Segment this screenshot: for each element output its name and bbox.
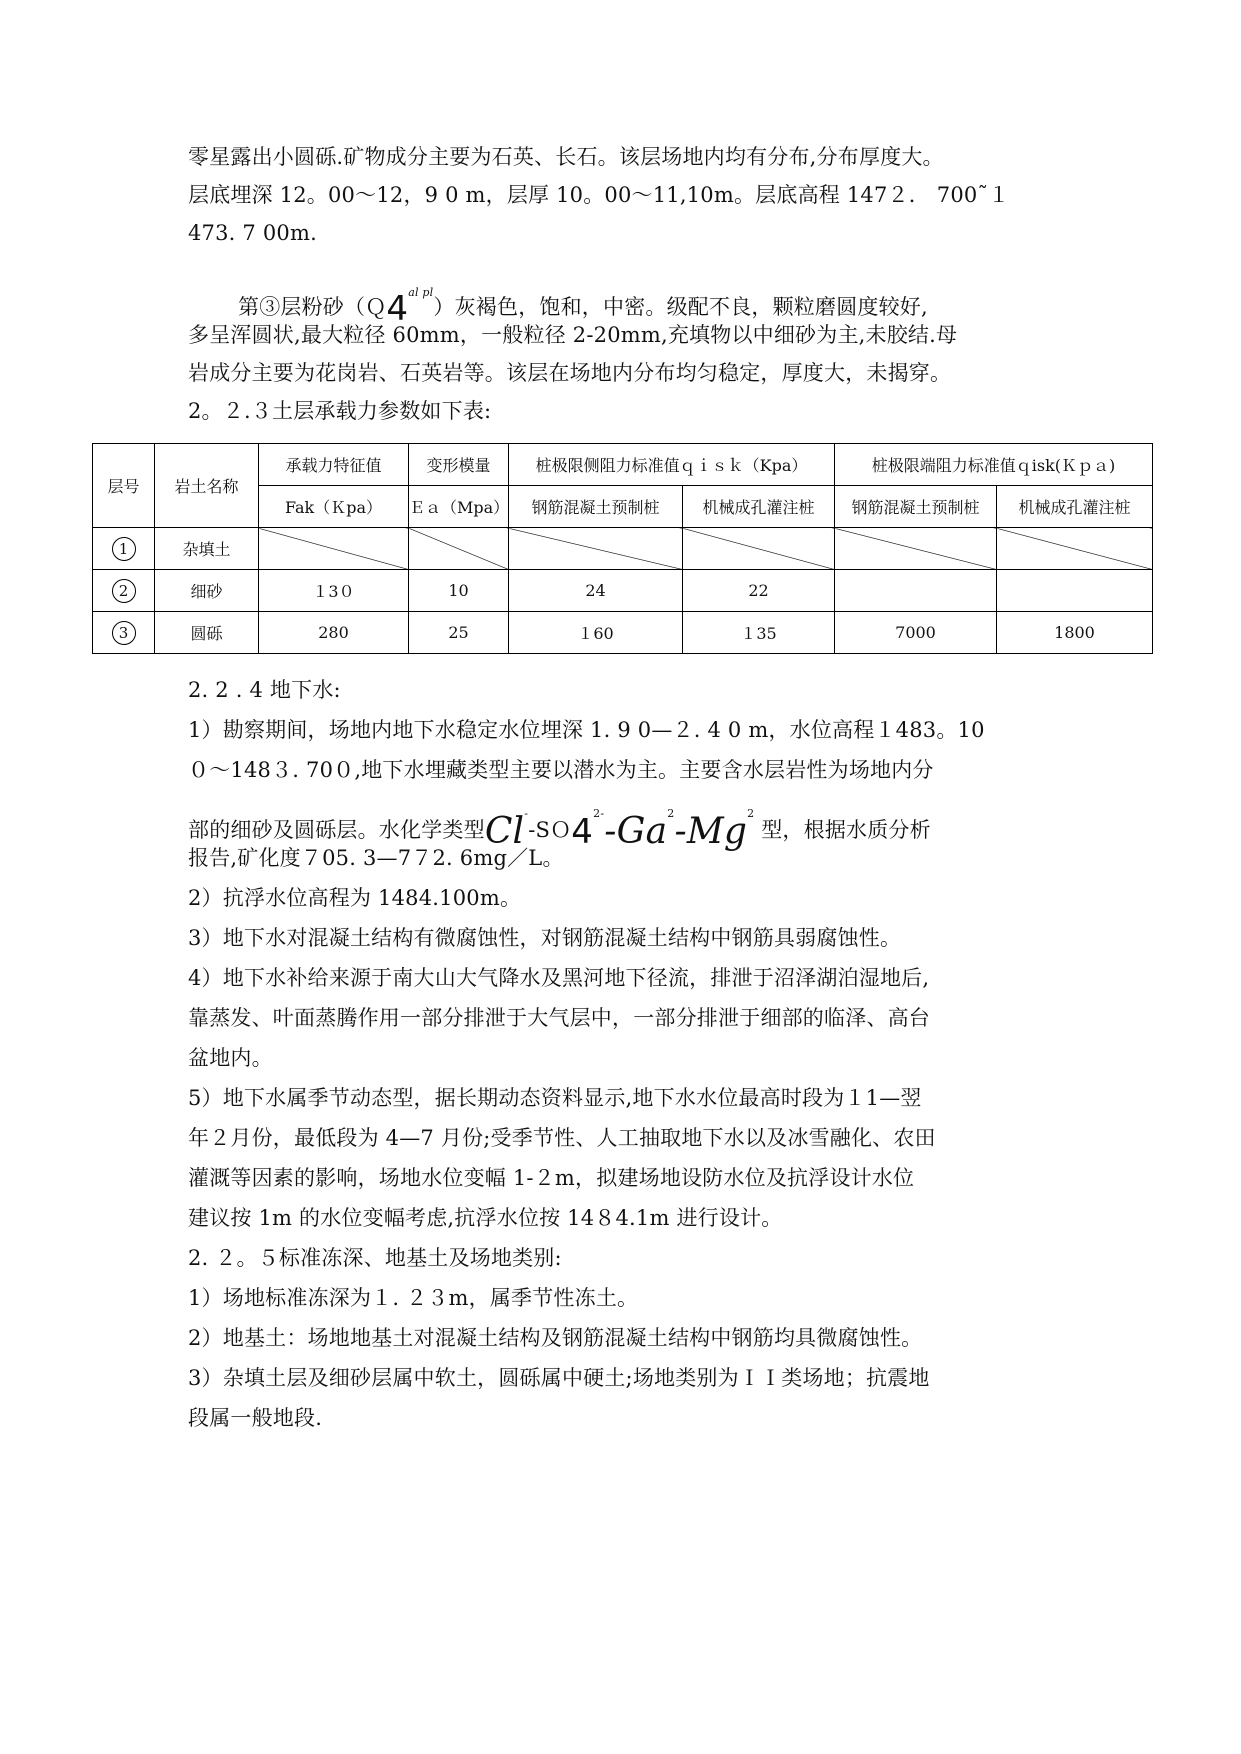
paragraph-line: 靠蒸发、叶面蒸腾作用一部分排泄于大气层中，一部分排泄于细部的临泽、高台 [188,1006,930,1030]
qpk-precast-value [835,570,997,612]
ea-value: 25 [409,612,509,654]
section-heading: 2. ２。５标准冻深、地基土及场地类别: [188,1246,562,1270]
paragraph-line: 1）勘察期间，场地内地下水稳定水位埋深 1. 9 0—２. 4 0 m，水位高程１483。10 [188,718,985,742]
header-bored: 机械成孔灌注桩 [683,486,835,528]
layer-number: 3 [112,621,136,645]
qsik-bored-value: １35 [683,612,835,654]
paragraph-line: 岩成分主要为花岗岩、石英岩等。该层在场地内分布均匀稳定，厚度大，未揭穿。 [188,361,952,385]
paragraph-line: 4）地下水补给来源于南大山大气降水及黑河地下径流，排泄于沼泽湖泊湿地后, [188,966,930,990]
empty-cell [997,528,1153,570]
qpk-precast-value: 7000 [835,612,997,654]
empty-cell [509,528,683,570]
paragraph-line: 零星露出小圆砾.矿物成分主要为石英、长石。该层场地内均有分布,分布厚度大。 [188,145,944,169]
paragraph-line: 3）地下水对混凝土结构有微腐蚀性，对钢筋混凝土结构中钢筋具弱腐蚀性。 [188,926,902,950]
empty-cell [259,528,409,570]
header-ea-unit: Ｅａ（Mpa） [409,486,509,528]
header-name: 岩土名称 [155,444,259,528]
paragraph-line: 多呈浑圆状,最大粒径 60mm，一般粒径 2-20mm,充填物以中细砂为主,未胶结.母 [188,323,958,347]
fak-value: １3０ [259,570,409,612]
empty-cell [409,528,509,570]
table-row [93,570,1153,612]
table-row [93,612,1153,654]
header-fak-unit: Fak（Ｋpa） [259,486,409,528]
paragraph-line: 段属一般地段. [188,1406,323,1430]
paragraph-line: 473. 7 00m. [188,221,317,245]
paragraph-line-water-chemistry: 部的细砂及圆砾层。水化学类型$Cl^--SO4^{2-}-Ga^2-Mg^2$ 型，根据水质分析 [188,807,931,852]
empty-cell [835,528,997,570]
layer-number: 1 [112,537,136,561]
paragraph-line: 建议按 1m 的水位变幅考虑,抗浮水位按 14８4.1m 进行设计。 [188,1206,783,1230]
qsik-precast-value: 24 [509,570,683,612]
section-heading: 2。２.３土层承载力参数如下表: [188,399,492,423]
ea-value: 10 [409,570,509,612]
qpk-bored-value: 1800 [997,612,1153,654]
header-bored: 机械成孔灌注桩 [997,486,1153,528]
fak-value: 280 [259,612,409,654]
paragraph-line: 层底埋深 12。00～12，9 0 m，层厚 10。00～11,10m。层底高程 147２． 700˜１ [188,183,1010,207]
paragraph-line: 2）地基土：场地地基土对混凝土结构及钢筋混凝土结构中钢筋均具微腐蚀性。 [188,1326,923,1350]
paragraph-line-layer3: 第③层粉砂$(Q4^{al pl})$灰褐色，饱和，中密。级配不良，颗粒磨圆度较好, [238,286,928,329]
qsik-precast-value: １60 [509,612,683,654]
soil-name: 杂填土 [155,528,259,570]
paragraph-line: 3）杂填土层及细砂层属中软土，圆砾属中硬土;场地类别为ＩＩ类场地；抗震地 [188,1366,930,1390]
paragraph-line: 5）地下水属季节动态型，据长期动态资料显示,地下水水位最高时段为１1—翌 [188,1086,922,1110]
table-row [93,528,1153,570]
paragraph-line: 1）场地标准冻深为１. ２３m，属季节性冻土。 [188,1286,639,1310]
header-qsik: 桩极限侧阻力标准值ｑｉｓｋ（Kpa） [509,444,835,486]
qsik-bored-value: 22 [683,570,835,612]
paragraph-line: 年２月份，最低段为 4—7 月份;受季节性、人工抽取地下水以及冰雪融化、农田 [188,1126,936,1150]
paragraph-line: 报告,矿化度７05. 3—7７2. 6mg／L。 [188,846,564,870]
header-precast: 钢筋混凝土预制桩 [509,486,683,528]
header-fak: 承载力特征值 [259,444,409,486]
paragraph-line: 灌溉等因素的影响，场地水位变幅 1-２m，拟建场地设防水位及抗浮设计水位 [188,1166,915,1190]
paragraph-line: 盆地内。 [188,1046,273,1070]
empty-cell [683,528,835,570]
section-heading: 2. 2 . 4 地下水: [188,678,341,702]
bearing-capacity-table [92,443,1153,654]
qpk-bored-value [997,570,1153,612]
header-precast: 钢筋混凝土预制桩 [835,486,997,528]
soil-name: 圆砾 [155,612,259,654]
header-layer: 层号 [93,444,155,528]
header-ea: 变形模量 [409,444,509,486]
soil-name: 细砂 [155,570,259,612]
paragraph-line: 2）抗浮水位高程为 1484.100m。 [188,886,522,910]
layer-number: 2 [112,579,136,603]
header-qpk: 桩极限端阻力标准值ｑisk(Ｋｐａ) [835,444,1153,486]
paragraph-line: ０～148３. 70０,地下水埋藏类型主要以潜水为主。主要含水层岩性为场地内分 [188,758,934,782]
